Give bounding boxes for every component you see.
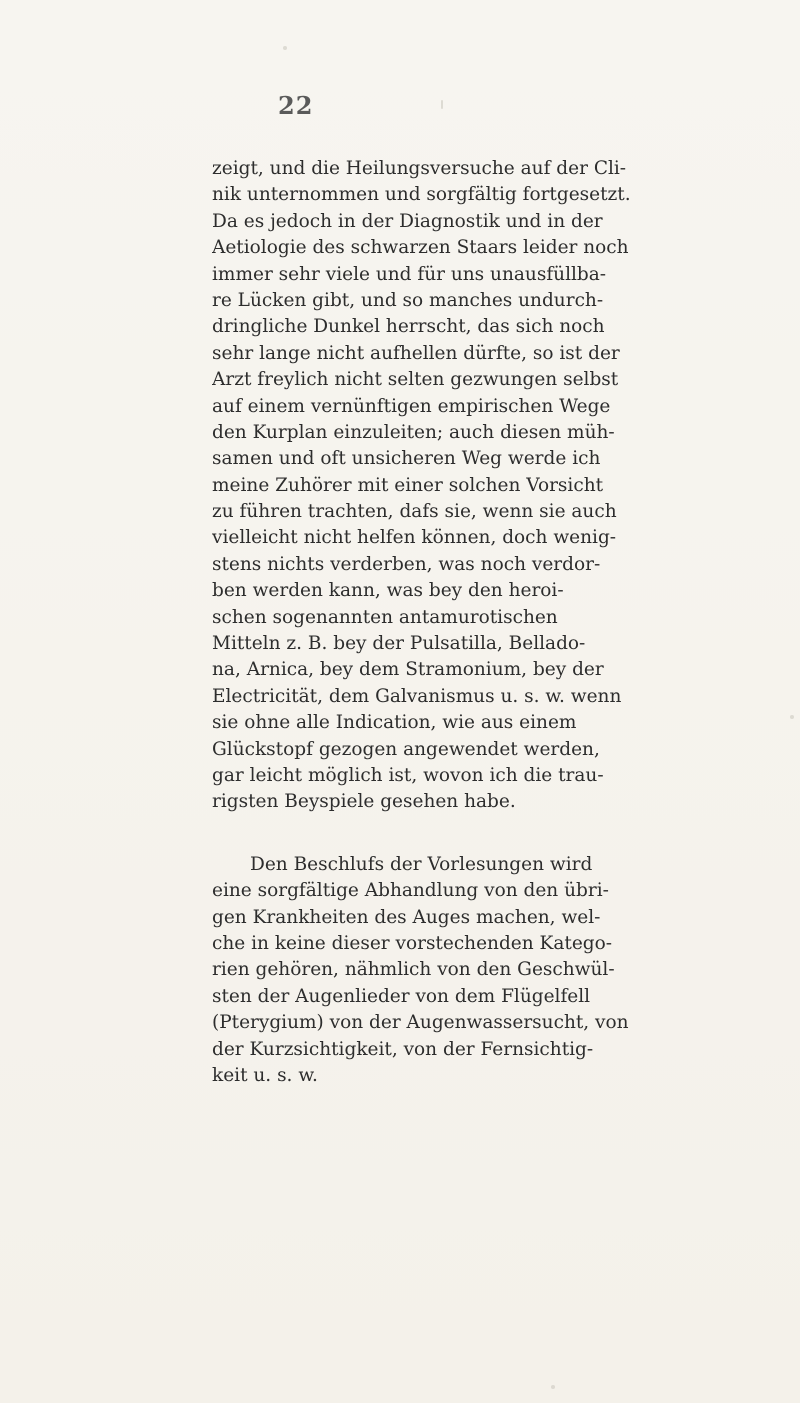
text-line: sie ohne alle Indication, wie aus einem xyxy=(212,712,577,734)
text-line: eine sorgfältige Abhandlung von den übri- xyxy=(212,880,609,902)
text-line: stens nichts verderben, was noch verdor- xyxy=(212,553,601,575)
paragraph-1 xyxy=(212,156,772,816)
text-line: na, Arnica, bey dem Stramonium, bey der xyxy=(212,659,604,681)
text-line: (Pterygium) von der Augenwassersucht, von xyxy=(212,1012,629,1034)
text-line: Arzt freylich nicht selten gezwungen selbst xyxy=(212,369,619,391)
text-line: rien gehören, nähmlich von den Geschwül- xyxy=(212,959,615,981)
text-line: den Kurplan einzuleiten; auch diesen müh- xyxy=(212,421,615,443)
text-line: Mitteln z. B. bey der Pulsatilla, Bellado- xyxy=(212,633,586,655)
text-line: schen sogenannten antamurotischen xyxy=(212,606,558,628)
text-line: zeigt, und die Heilungsversuche auf der Cli- xyxy=(212,158,627,179)
text-line: Den Beschlufs der Vorlesungen wird xyxy=(250,853,593,875)
paragraph-gap xyxy=(212,816,772,852)
text-line: immer sehr viele und für uns unausfüllba- xyxy=(212,263,607,285)
text-line: Da es jedoch in der Diagnostik und in der xyxy=(212,210,603,232)
text-line: zu führen trachten, dafs sie, wenn sie auch xyxy=(212,501,617,523)
text-line: re Lücken gibt, und so manches undurch- xyxy=(212,289,604,311)
text-line: dringliche Dunkel herrscht, das sich noch xyxy=(212,316,605,338)
text-line: auf einem vernünftigen empirischen Wege xyxy=(212,395,611,417)
text-line: meine Zuhörer mit einer solchen Vorsicht xyxy=(212,474,604,496)
text-line: Electricität, dem Galvanismus u. s. w. wenn xyxy=(212,685,622,707)
ink-spot xyxy=(790,715,794,719)
paragraph-2 xyxy=(212,852,772,1090)
text-line: sten der Augenlieder von dem Flügelfell xyxy=(212,985,591,1007)
text-line: sehr lange nicht aufhellen dürfte, so ist der xyxy=(212,342,620,364)
text-line: der Kurzsichtigkeit, von der Fernsichtig- xyxy=(212,1038,594,1060)
ink-spot xyxy=(283,46,287,50)
text-line: samen und oft unsicheren Weg werde ich xyxy=(212,448,601,470)
ink-spot xyxy=(551,1385,555,1389)
text-line: gen Krankheiten des Auges machen, wel- xyxy=(212,906,601,928)
text-line: rigsten Beyspiele gesehen habe. xyxy=(212,791,516,813)
text-line: nik unternommen und sorgfältig fortgesetzt. xyxy=(212,184,631,206)
body-text xyxy=(212,156,772,1089)
text-line: gar leicht möglich ist, wovon ich die trau- xyxy=(212,764,604,786)
text-line: ben werden kann, was bey den heroi- xyxy=(212,580,564,602)
text-line: che in keine dieser vorstechenden Katego- xyxy=(212,932,613,954)
text-line: Aetiologie des schwarzen Staars leider noch xyxy=(212,237,629,259)
page-number: 22 xyxy=(278,91,314,120)
text-line: vielleicht nicht helfen können, doch wenig- xyxy=(212,527,617,549)
ink-spot xyxy=(441,100,443,109)
text-line: keit u. s. w. xyxy=(212,1064,318,1086)
text-line: Glückstopf gezogen angewendet werden, xyxy=(212,738,600,760)
